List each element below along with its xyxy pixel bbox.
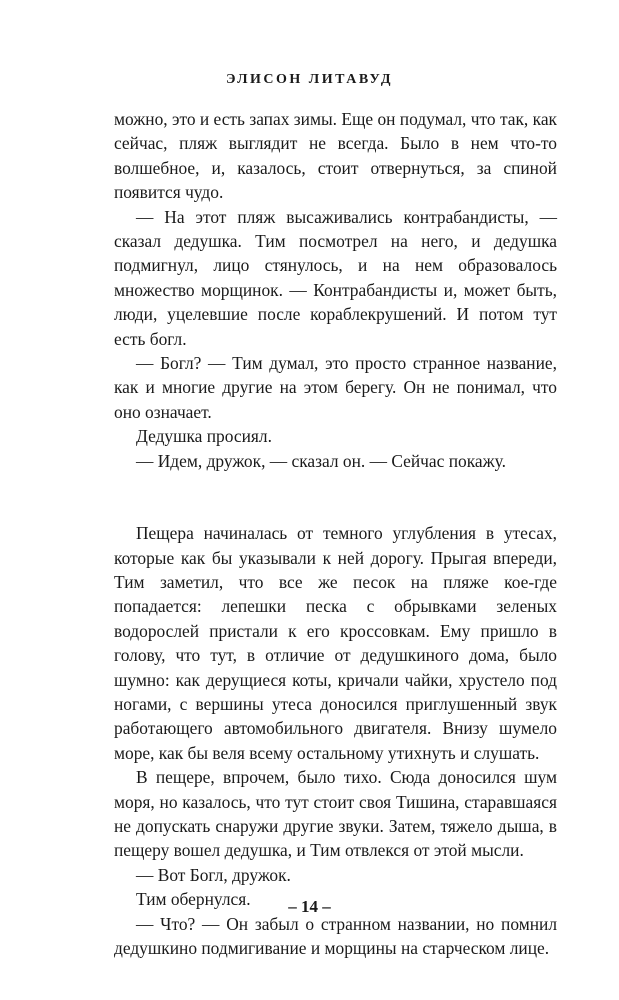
paragraph: Тим обернулся.: [136, 889, 251, 910]
page-number: – 14 –: [288, 897, 331, 916]
paragraph: — Идем, дружок, — сказал он. — Сейчас покажу.: [136, 450, 506, 471]
paragraph: — Богл? — Тим думал, это просто странное название, как и многие другие на этом берегу. Он не понимал, что оно означает.: [114, 353, 557, 422]
paragraph: Дедушка просиял.: [136, 426, 272, 447]
paragraph: Пещера начиналась от темного углубления в утесах, которые как бы указывали к ней дорогу. Прыгая впереди, Тим заметил, что все же песок на пляже кое-где попадается: лепешки песка с обрывками зеленых водорослей пристали к его кроссовкам. Ему пришло в голову, что тут, в отличие от дедушкиного дома, было шумно: как дерущиеся коты, кричали чайки, хрустело под ногами, с вершины утеса доносился приглушенный звук работающего автомобильного двигателя. Внизу шумело море, как бы веля всему остальному утихнуть и слушать.: [114, 523, 557, 763]
paragraph: — На этот пляж высаживались контрабандисты, — сказал дедушка. Тим посмотрел на него, и дедушка подмигнул, лицо стянулось, и на нем образовалось множество морщинок. — Контрабандисты и, может быть, люди, уцелевшие после кораблекрушений. И потом тут есть богл.: [114, 206, 557, 349]
section-break: [114, 473, 557, 521]
paragraph: — Вот Богл, дружок.: [136, 864, 291, 885]
running-header: ЭЛИСОН ЛИТАВУД: [225, 72, 394, 87]
paragraph: можно, это и есть запах зимы. Еще он подумал, что так, как сейчас, пляж выглядит не всегда. Было в нем что-то волшебное, и, казалось, стоит отвернуться, за спиной появится чудо.: [114, 109, 557, 203]
paragraph: В пещере, впрочем, было тихо. Сюда доносился шум моря, но казалось, что тут стоит своя Тишина, старавшаяся не допускать снаружи другие звуки. Затем, тяжело дыша, в пещеру вошел дедушка, и Тим отвлекся от этой мысли.: [114, 767, 557, 861]
body-text: [114, 107, 557, 960]
paragraph: — Что? — Он забыл о странном названии, но помнил дедушкино подмигивание и морщины на старческом лице.: [114, 913, 557, 958]
